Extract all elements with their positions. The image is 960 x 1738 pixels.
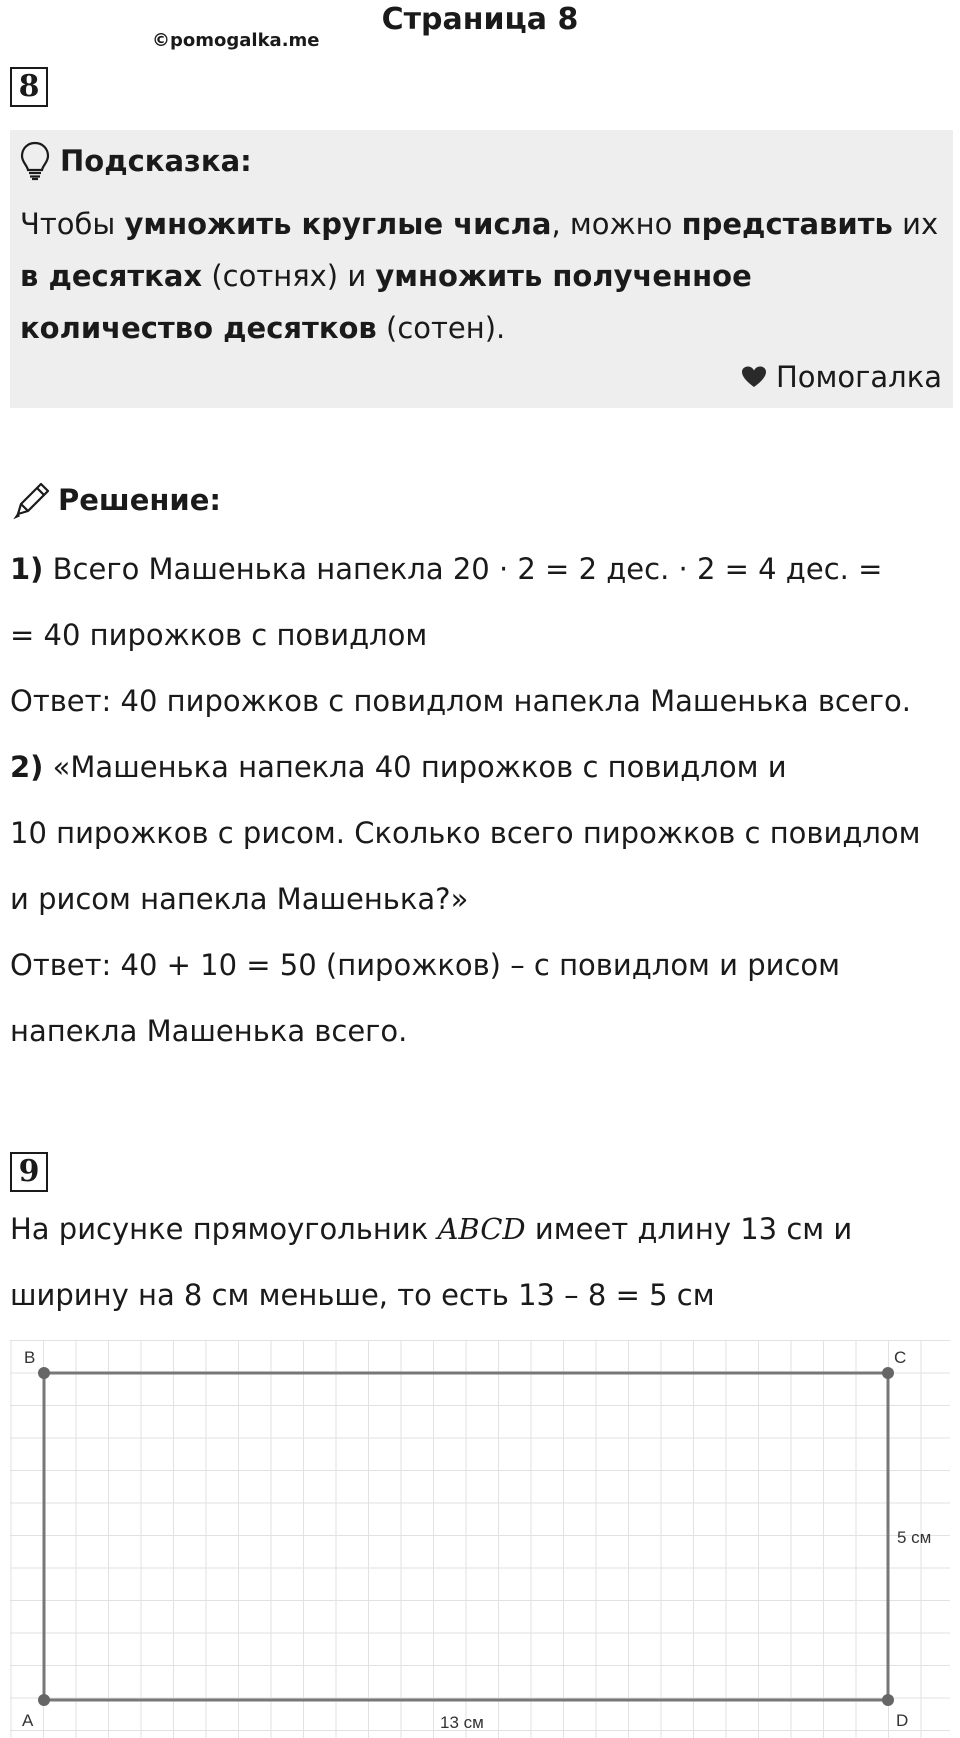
hint-bold: умножить полученное количество десятков — [20, 259, 752, 345]
solution-line-2: = 40 пирожков с повидлом — [10, 618, 428, 652]
task-number-9: 9 — [10, 1152, 48, 1192]
page-title: Страница 8 — [381, 2, 579, 37]
item-number: 2) — [10, 750, 44, 784]
task9-text: На рисунке прямоугольник — [10, 1212, 438, 1246]
hint-bold: в десятках — [20, 259, 203, 293]
heart-icon — [740, 365, 768, 389]
task9-line-1 — [10, 1212, 852, 1246]
task9-line-2: ширину на 8 см меньше, то есть 13 – 8 = 5 см — [10, 1278, 715, 1312]
solution-line-6: и рисом напекла Машенька?» — [10, 882, 469, 916]
hint-text: (сотнях) и — [202, 259, 376, 293]
site-watermark: ©pomogalka.me — [152, 30, 320, 51]
solution-title-text: Решение: — [58, 483, 222, 517]
hint-title — [20, 141, 252, 181]
task9-text: имеет длину 13 см и — [525, 1212, 853, 1246]
hint-text: Чтобы — [20, 207, 125, 241]
hint-title-text: Подсказка: — [60, 144, 252, 178]
signature-text: Помогалка — [776, 360, 942, 394]
solution-line-1 — [10, 552, 882, 586]
solution-title — [12, 480, 221, 520]
solution-text: «Машенька напекла 40 пирожков с повидлом и — [43, 750, 787, 784]
hint-body — [20, 198, 945, 354]
hint-text: (сотен). — [376, 311, 506, 345]
solution-line-5: 10 пирожков с рисом. Сколько всего пирожков с повидлом — [10, 816, 921, 850]
label-a: A — [22, 1711, 34, 1730]
width-label: 5 см — [897, 1528, 932, 1547]
rectangle-figure — [10, 1340, 950, 1738]
hint-text: их — [892, 207, 939, 241]
pencil-icon — [12, 480, 52, 520]
label-b: B — [24, 1348, 36, 1367]
solution-text: Всего Машенька напекла 20 · 2 = 2 дес. · 2 = 4 дес. = — [43, 552, 883, 586]
point-d — [882, 1694, 894, 1706]
hint-bold: представить — [681, 207, 893, 241]
solution-line-8: напекла Машенька всего. — [10, 1014, 408, 1048]
point-b — [38, 1367, 50, 1379]
solution-line-4 — [10, 750, 787, 784]
label-c: C — [894, 1348, 907, 1367]
solution-line-3: Ответ: 40 пирожков с повидлом напекла Машенька всего. — [10, 684, 911, 718]
item-number: 1) — [10, 552, 44, 586]
rectangle-name: ABCD — [437, 1212, 526, 1246]
hint-text: , можно — [551, 207, 682, 241]
label-d: D — [896, 1711, 909, 1730]
point-c — [882, 1367, 894, 1379]
hint-bold: умножить круглые числа — [124, 207, 552, 241]
lightbulb-icon — [20, 141, 50, 181]
hint-signature — [740, 360, 942, 394]
task-number-8: 8 — [10, 67, 48, 107]
point-a — [38, 1694, 50, 1706]
length-label: 13 см — [440, 1713, 484, 1732]
solution-line-7: Ответ: 40 + 10 = 50 (пирожков) – с повидлом и рисом — [10, 948, 841, 982]
grid — [10, 1340, 950, 1738]
